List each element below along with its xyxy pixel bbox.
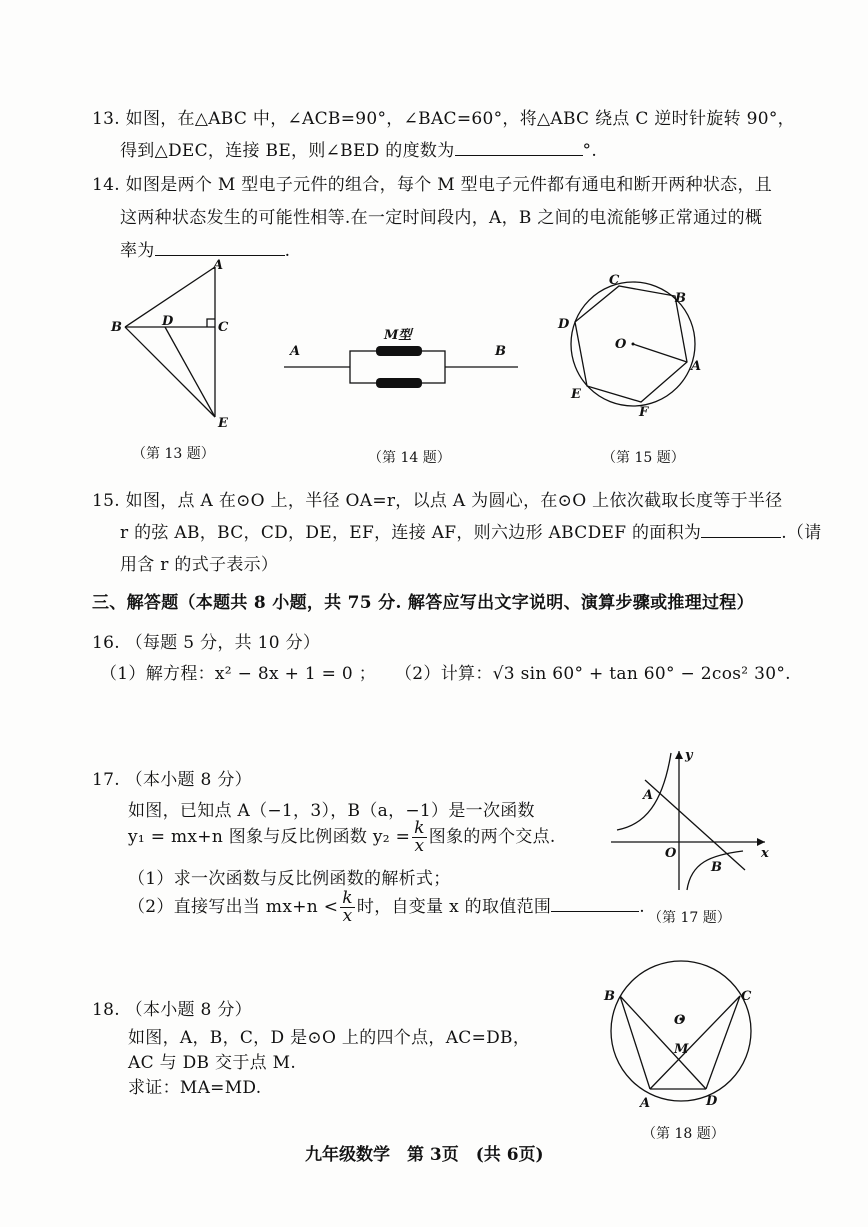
segment-de bbox=[165, 327, 215, 417]
label-y: y bbox=[685, 748, 693, 763]
q14-line3-end: . bbox=[284, 241, 291, 261]
label-o: O bbox=[615, 337, 627, 352]
q17-line1: 如图，已知点 A（−1，3），B（a，−1）是一次函数 bbox=[128, 801, 535, 821]
label-m: M型 bbox=[384, 328, 412, 343]
fig14-caption: （第 14 题） bbox=[368, 450, 451, 466]
q18-line3: 求证：MA=MD. bbox=[128, 1078, 262, 1098]
fig18-caption: （第 18 题） bbox=[642, 1126, 725, 1142]
label-x: x bbox=[761, 846, 769, 861]
label-o: O bbox=[665, 846, 677, 861]
figure-14 bbox=[280, 325, 525, 395]
label-b: B bbox=[495, 344, 506, 359]
fraction-k-over-x-2 bbox=[340, 890, 355, 925]
segment-be bbox=[125, 327, 215, 417]
q17-part2 bbox=[128, 890, 645, 930]
q17-part1: （1）求一次函数与反比例函数的解析式； bbox=[128, 869, 451, 889]
figure-18 bbox=[600, 958, 770, 1118]
circle-o bbox=[611, 961, 751, 1101]
q14-answer-blank[interactable] bbox=[155, 241, 285, 256]
y-arrow bbox=[675, 751, 683, 759]
fig13-caption: （第 13 题） bbox=[132, 446, 215, 462]
figure-13 bbox=[105, 255, 245, 435]
m-component-bottom bbox=[376, 378, 422, 388]
m-component-top bbox=[376, 346, 422, 356]
q18-line1: 如图，A，B，C，D 是⊙O 上的四个点，AC=DB， bbox=[128, 1028, 531, 1048]
q16-part2: （2）计算：√3 sin 60° + tan 60° − 2cos² 30°. bbox=[395, 664, 791, 684]
q18-line2: AC 与 DB 交于点 M. bbox=[128, 1053, 297, 1073]
q16-title: 16. （每题 5 分，共 10 分） bbox=[92, 633, 321, 653]
fig17-caption: （第 17 题） bbox=[648, 910, 731, 926]
q16-part1: （1）解方程：x² − 8x + 1 = 0 ； bbox=[100, 664, 377, 684]
radius-oa bbox=[633, 344, 687, 362]
q15-line1: 15. 如图，点 A 在⊙O 上，半径 OA=r，以点 A 为圆心，在⊙O 上依次截取长度等于半径 bbox=[92, 491, 783, 511]
label-d: D bbox=[162, 314, 174, 329]
section3-heading: 三、解答题（本题共 8 小题，共 75 分. 解答应写出文字说明、演算步骤或推理过程） bbox=[92, 593, 754, 613]
q14-line2: 这两种状态发生的可能性相等.在一定时间段内，A，B 之间的电流能够正常通过的概 bbox=[120, 208, 763, 228]
label-f: F bbox=[639, 405, 649, 418]
fig15-caption: （第 15 题） bbox=[602, 450, 685, 466]
right-angle-mark bbox=[207, 319, 215, 327]
q13-line2-end: °. bbox=[582, 141, 598, 161]
page-footer: 九年级数学 第 3页 (共 6页) bbox=[305, 1145, 544, 1165]
q17-part2-text2: 时，自变量 x 的取值范围 bbox=[356, 897, 552, 917]
label-b: B bbox=[111, 320, 122, 335]
q14-line3-text: 率为 bbox=[120, 241, 155, 261]
label-a: A bbox=[691, 359, 702, 374]
q13-line1: 13. 如图，在△ABC 中，∠ACB=90°，∠BAC=60°，将△ABC 绕点 C 逆时针旋转 90°， bbox=[92, 109, 795, 129]
q17-answer-blank[interactable] bbox=[551, 897, 639, 912]
label-b: B bbox=[604, 989, 615, 1004]
label-c: C bbox=[609, 273, 620, 288]
figure-15 bbox=[555, 268, 715, 418]
q17-part2-text: （2）直接写出当 mx+n < bbox=[128, 897, 339, 917]
figure-17 bbox=[605, 745, 775, 895]
label-b: B bbox=[711, 860, 722, 875]
label-b: B bbox=[675, 291, 686, 306]
q14-line1: 14. 如图是两个 M 型电子元件的组合，每个 M 型电子元件都有通电和断开两种状态，且 bbox=[92, 175, 773, 195]
label-m: M bbox=[674, 1042, 689, 1057]
label-e: E bbox=[218, 416, 228, 431]
x-arrow bbox=[757, 838, 765, 846]
q15-line2 bbox=[120, 518, 822, 543]
q18-title: 18. （本小题 8 分） bbox=[92, 1000, 252, 1020]
frac-denominator: x bbox=[414, 836, 425, 856]
q13-answer-blank[interactable] bbox=[455, 141, 583, 156]
q13-line2-text: 得到△DEC，连接 BE，则∠BED 的度数为 bbox=[120, 141, 455, 161]
label-d: D bbox=[558, 317, 570, 332]
q15-line2-text: r 的弦 AB，BC，CD，DE，EF，连接 AF，则六边形 ABCDEF 的面积为 bbox=[120, 523, 702, 543]
q17-title: 17. （本小题 8 分） bbox=[92, 770, 252, 790]
q17-line2 bbox=[128, 820, 556, 860]
q17-part2-end: . bbox=[639, 897, 645, 917]
frac-numerator-2: k bbox=[342, 888, 353, 908]
label-c: C bbox=[741, 989, 752, 1004]
label-o: O bbox=[674, 1013, 686, 1028]
q17-line2-end: 图象的两个交点. bbox=[428, 827, 556, 847]
q17-line2-text: y₁ = mx+n 图象与反比例函数 y₂ = bbox=[128, 827, 411, 847]
q13-line2 bbox=[120, 136, 597, 161]
frac-denominator-2: x bbox=[342, 906, 353, 926]
label-a: A bbox=[643, 788, 654, 803]
segment-ba bbox=[620, 996, 650, 1089]
q15-answer-blank[interactable] bbox=[701, 523, 781, 538]
label-a: A bbox=[640, 1096, 651, 1111]
hexagon-abcdef bbox=[575, 286, 687, 402]
frac-numerator: k bbox=[414, 818, 425, 838]
fraction-k-over-x bbox=[412, 820, 427, 855]
label-e: E bbox=[571, 387, 581, 402]
label-c: C bbox=[218, 320, 229, 335]
label-a: A bbox=[290, 344, 301, 359]
q15-line3: 用含 r 的式子表示） bbox=[120, 555, 279, 575]
label-d: D bbox=[706, 1094, 718, 1109]
label-a: A bbox=[213, 258, 224, 273]
q15-line2-end: .（请 bbox=[781, 523, 822, 543]
